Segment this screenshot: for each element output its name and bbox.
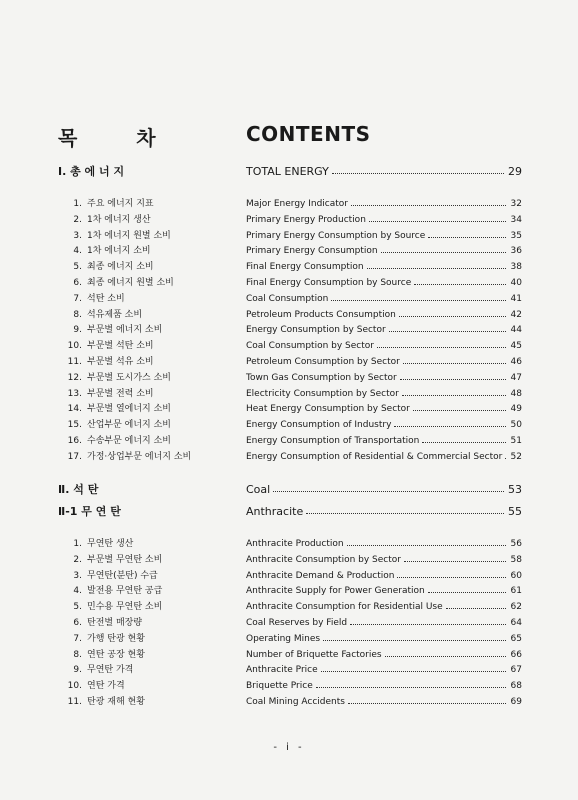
dot-leader — [422, 442, 506, 443]
entry-title-korean — [58, 448, 191, 466]
entry-korean-text: 탄전별 매장량 — [87, 618, 143, 628]
entry-korean-text: 부문별 열에너지 소비 — [87, 404, 171, 415]
entry-number: 15. — [67, 420, 82, 431]
page-number: 47 — [510, 372, 522, 383]
entry-number: 5. — [73, 602, 82, 613]
section-title-text: Anthracite — [246, 505, 304, 518]
entry-number: 7. — [73, 633, 82, 644]
dot-leader — [377, 347, 506, 348]
entry-english-text: Energy Consumption by Sector — [246, 325, 386, 336]
entry-korean-text: 최종 에너지 소비 — [87, 262, 154, 273]
page-number: 36 — [510, 246, 522, 257]
dot-leader — [381, 252, 506, 253]
entry-english-text: Final Energy Consumption — [246, 262, 364, 273]
heading-korean: 목 차 — [58, 126, 182, 150]
entry-number: 9. — [73, 665, 82, 676]
entry-english-text: Anthracite Demand & Production — [246, 570, 395, 581]
dot-leader — [332, 173, 504, 174]
dot-leader — [397, 577, 506, 578]
page-number: 53 — [508, 483, 522, 496]
page-number: 32 — [510, 199, 522, 209]
entry-title-korean — [58, 693, 145, 711]
dot-leader — [351, 205, 506, 206]
entry-number: 3. — [73, 570, 82, 581]
dot-leader — [331, 300, 506, 301]
dot-leader — [413, 410, 506, 411]
page-number: 65 — [510, 633, 522, 644]
page-number: 41 — [510, 293, 522, 304]
entry-title-english — [246, 448, 522, 466]
entry-english-text: Energy Consumption of Residential & Commercial Sector — [246, 451, 503, 462]
page-number: 64 — [510, 618, 522, 628]
entry-number: 2. — [73, 554, 82, 565]
entry-number: 17. — [67, 451, 82, 462]
entry-number: 11. — [67, 697, 82, 707]
entry-number: 5. — [73, 262, 82, 273]
entry-english-text: Primary Energy Consumption — [246, 246, 378, 257]
page-number: 58 — [510, 554, 522, 565]
entry-korean-text: 수송부문 에너지 소비 — [87, 436, 171, 446]
dot-leader — [404, 561, 506, 562]
entry-english-text: Coal Consumption — [246, 293, 329, 304]
page-number: 44 — [510, 325, 522, 336]
entry-korean-text: 부문별 도시가스 소비 — [87, 372, 171, 383]
entry-number: 2. — [73, 214, 82, 225]
entry-english-text: Anthracite Production — [246, 539, 344, 549]
entry-korean-text: 민수용 무연탄 소비 — [87, 602, 163, 613]
page-number: 40 — [510, 278, 522, 288]
page-number: 46 — [510, 357, 522, 367]
section-title-english — [246, 481, 522, 499]
page-number: 56 — [510, 539, 522, 549]
dot-leader — [369, 221, 506, 222]
entry-korean-text: 무연탄 가격 — [87, 665, 134, 676]
entry-number: 9. — [73, 325, 82, 336]
section-title-text: Coal — [246, 483, 271, 496]
entry-title-english — [246, 693, 522, 711]
entry-korean-text: 부문별 무연탄 소비 — [87, 554, 163, 565]
entry-number: 14. — [67, 404, 82, 415]
page-number: 62 — [510, 602, 522, 613]
entry-number: 1. — [73, 539, 82, 549]
entry-number: 4. — [73, 586, 82, 597]
entry-english-text: Anthracite Price — [246, 665, 318, 676]
page-number: 34 — [510, 214, 522, 225]
entry-english-text: Anthracite Consumption for Residential Use — [246, 602, 443, 613]
entry-number: 8. — [73, 649, 82, 660]
page-number: 49 — [510, 404, 522, 415]
page-number: 35 — [510, 230, 522, 241]
entry-number: 8. — [73, 309, 82, 320]
dot-leader — [273, 491, 504, 492]
entry-english-text: Major Energy Indicator — [246, 199, 348, 209]
entry-english-text: Briquette Price — [246, 681, 313, 692]
entry-english-text: Town Gas Consumption by Sector — [246, 372, 397, 383]
entry-korean-text: 무연탄(분탄) 수급 — [87, 570, 158, 581]
entry-korean-text: 무연탄 생산 — [87, 539, 134, 549]
dot-leader — [400, 379, 506, 380]
page-number: 50 — [510, 420, 522, 431]
dot-leader — [348, 703, 506, 704]
entry-korean-text: 탄광 재해 현황 — [87, 697, 145, 707]
dot-leader — [446, 608, 506, 609]
page-number: 69 — [510, 697, 522, 707]
page-number: 52 — [510, 451, 522, 462]
entry-korean-text: 연탄 가격 — [87, 681, 125, 692]
dot-leader — [414, 284, 506, 285]
entry-korean-text: 최종 에너지 원별 소비 — [87, 278, 174, 288]
section-title-korean: Ⅰ. 총 에 너 지 — [58, 165, 125, 178]
entry-number: 6. — [73, 618, 82, 628]
entry-english-text: Electricity Consumption by Sector — [246, 388, 399, 399]
entry-number: 11. — [67, 357, 82, 367]
entry-english-text: Final Energy Consumption by Source — [246, 278, 412, 288]
section-title-korean: Ⅱ-1 무 연 탄 — [58, 505, 121, 518]
section-title-english — [246, 503, 522, 521]
section-title-korean: Ⅱ. 석 탄 — [58, 483, 99, 496]
entry-number: 1. — [73, 199, 82, 209]
section-title-english — [246, 163, 522, 181]
dot-leader — [403, 363, 506, 364]
entry-korean-text: 부문별 석유 소비 — [87, 357, 154, 367]
heading-english: CONTENTS — [246, 122, 371, 146]
dot-leader — [428, 237, 506, 238]
page-number: 67 — [510, 665, 522, 676]
entry-korean-text: 산업부문 에너지 소비 — [87, 420, 171, 431]
entry-korean-text: 석탄 소비 — [87, 293, 125, 304]
dot-leader — [385, 656, 506, 657]
entry-korean-text: 부문별 전력 소비 — [87, 388, 154, 399]
dot-leader — [367, 268, 506, 269]
page-number: 29 — [508, 165, 522, 178]
entry-korean-text: 부문별 에너지 소비 — [87, 325, 163, 336]
dot-leader — [323, 640, 506, 641]
entry-number: 10. — [67, 341, 82, 352]
dot-leader — [402, 395, 506, 396]
entry-english-text: Operating Mines — [246, 633, 321, 644]
entry-number: 3. — [73, 230, 82, 241]
entry-korean-text: 연탄 공장 현황 — [87, 649, 145, 660]
entry-english-text: Number of Briquette Factories — [246, 649, 382, 660]
entry-number: 16. — [67, 436, 82, 446]
entry-english-text: Energy Consumption of Industry — [246, 420, 392, 431]
entry-korean-text: 가정·상업부문 에너지 소비 — [87, 451, 192, 462]
entry-english-text: Energy Consumption of Transportation — [246, 436, 420, 446]
page-number: 48 — [510, 388, 522, 399]
page-number: 60 — [510, 570, 522, 581]
entry-korean-text: 가행 탄광 현황 — [87, 633, 145, 644]
entry-english-text: Heat Energy Consumption by Sector — [246, 404, 410, 415]
dot-leader — [316, 687, 506, 688]
page-number: 61 — [510, 586, 522, 597]
entry-english-text: Anthracite Consumption by Sector — [246, 554, 401, 565]
page-number: 55 — [508, 505, 522, 518]
dot-leader — [394, 426, 506, 427]
page-number: 68 — [510, 681, 522, 692]
page-number: 38 — [510, 262, 522, 273]
entry-number: 4. — [73, 246, 82, 257]
entry-english-text: Petroleum Consumption by Sector — [246, 357, 400, 367]
entry-korean-text: 1차 에너지 원별 소비 — [87, 230, 171, 241]
entry-korean-text: 부문별 석탄 소비 — [87, 341, 154, 352]
dot-leader — [350, 624, 506, 625]
entry-english-text: Coal Consumption by Sector — [246, 341, 374, 352]
page-number: 45 — [510, 341, 522, 352]
page-number: 66 — [510, 649, 522, 660]
entry-korean-text: 1차 에너지 소비 — [87, 246, 151, 257]
page-number: 51 — [510, 436, 522, 446]
entry-number: 7. — [73, 293, 82, 304]
dot-leader — [306, 513, 504, 514]
entry-english-text: Anthracite Supply for Power Generation — [246, 586, 425, 597]
section-title-text: TOTAL ENERGY — [246, 165, 329, 178]
entry-korean-text: 석유제품 소비 — [87, 309, 143, 320]
entry-number: 12. — [67, 372, 82, 383]
dot-leader — [428, 592, 506, 593]
dot-leader — [399, 316, 506, 317]
page-number-footer: - i - — [273, 742, 305, 753]
entry-korean-text: 주요 에너지 지표 — [87, 199, 154, 209]
entry-english-text: Coal Mining Accidents — [246, 697, 345, 707]
entry-number: 10. — [67, 681, 82, 692]
entry-english-text: Petroleum Products Consumption — [246, 309, 396, 320]
entry-number: 13. — [67, 388, 82, 399]
page-number: 42 — [510, 309, 522, 320]
dot-leader — [321, 671, 506, 672]
entry-korean-text: 1차 에너지 생산 — [87, 214, 151, 225]
entry-english-text: Primary Energy Production — [246, 214, 366, 225]
dot-leader — [389, 331, 506, 332]
entry-english-text: Coal Reserves by Field — [246, 618, 348, 628]
dot-leader — [347, 545, 506, 546]
entry-english-text: Primary Energy Consumption by Source — [246, 230, 426, 241]
entry-number: 6. — [73, 278, 82, 288]
entry-korean-text: 발전용 무연탄 공급 — [87, 586, 163, 597]
